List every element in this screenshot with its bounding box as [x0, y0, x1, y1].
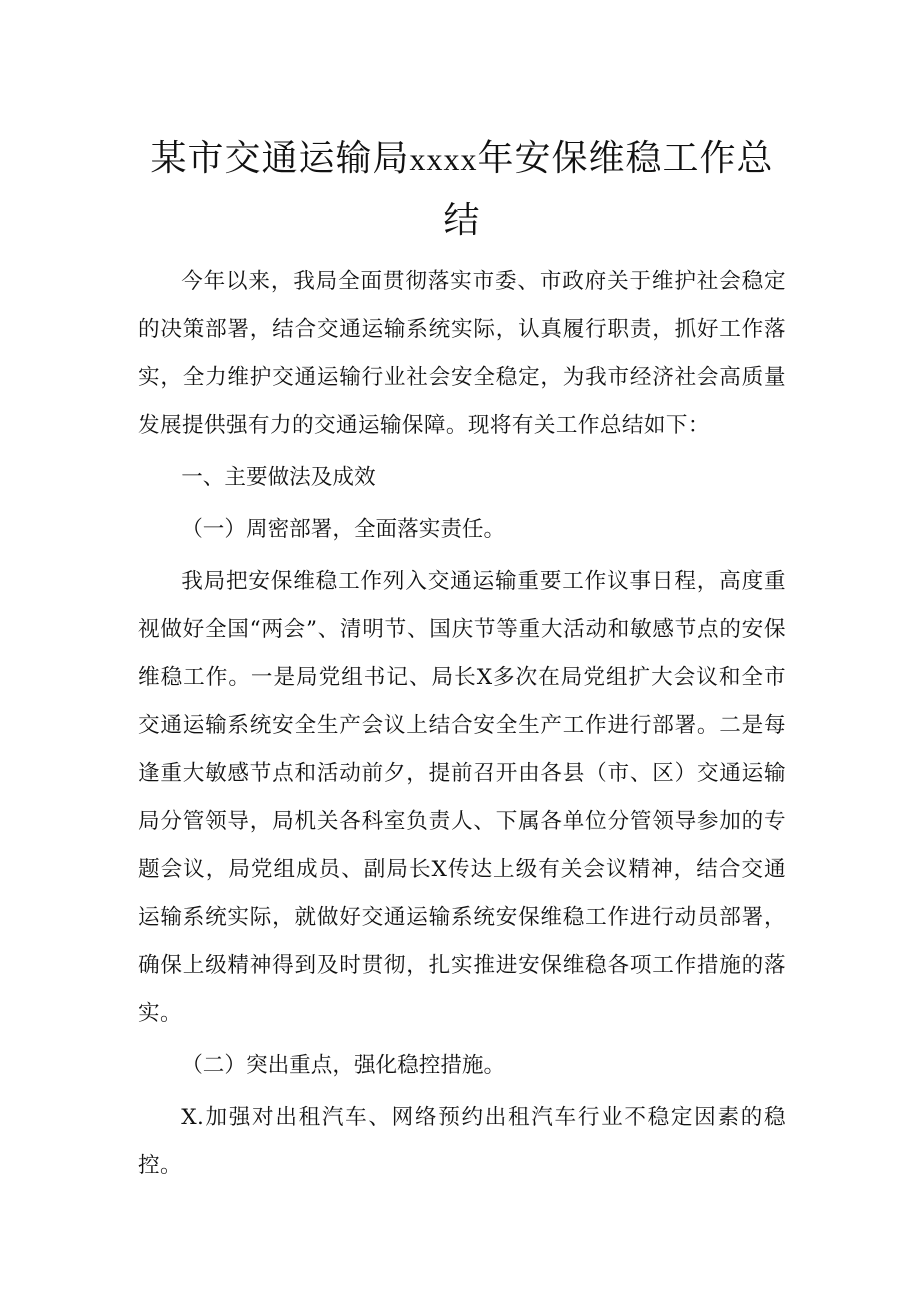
intro-paragraph: 今年以来，我局全面贯彻落实市委、市政府关于维护社会稳定的决策部署，结合交通运输系统实际，认真履行职责，抓好工作落实，全力维护交通运输行业社会安全稳定，为我市经济社会高质量发展提供强有力的交通运输保障。现将有关工作总结如下：	[138, 269, 786, 438]
subsection1-heading: （一）周密部署，全面落实责任。	[181, 517, 506, 542]
item1-paragraph: X.加强对出租汽车、网络预约出租汽车行业不稳定因素的稳控。	[138, 1105, 786, 1178]
title-part1: 某市交通运输局	[150, 138, 410, 179]
title-part3: 结	[443, 200, 481, 241]
title-year: xxxx	[409, 141, 478, 177]
title-part2: 年安保维稳工作总	[477, 138, 774, 179]
section1-heading: 一、主要做法及成效	[181, 465, 376, 490]
subsection1-body: 我局把安保维稳工作列入交通运输重要工作议事日程，高度重视做好全国“两会”、清明节、国庆节等重大活动和敏感节点的安保维稳工作。一是局党组书记、局长X多次在局党组扩大会议和全市交通运输系统安全生产会议上结合安全生产工作进行部署。二是每逢重大敏感节点和活动前夕，提前召开由各县（市、区）交通运输局分管领导，局机关各科室负责人、下属各单位分管领导参加的专题会议，局党组成员、副局长X传达上级有关会议精神，结合交通运输系统实际，就做好交通运输系统安保维稳工作进行动员部署，确保上级精神得到及时贯彻，扎实推进安保维稳各项工作措施的落实。	[138, 569, 786, 1026]
subsection2-heading: （二）突出重点，强化稳控措施。	[181, 1053, 506, 1078]
document-title	[138, 128, 786, 252]
document-page	[138, 128, 786, 1194]
